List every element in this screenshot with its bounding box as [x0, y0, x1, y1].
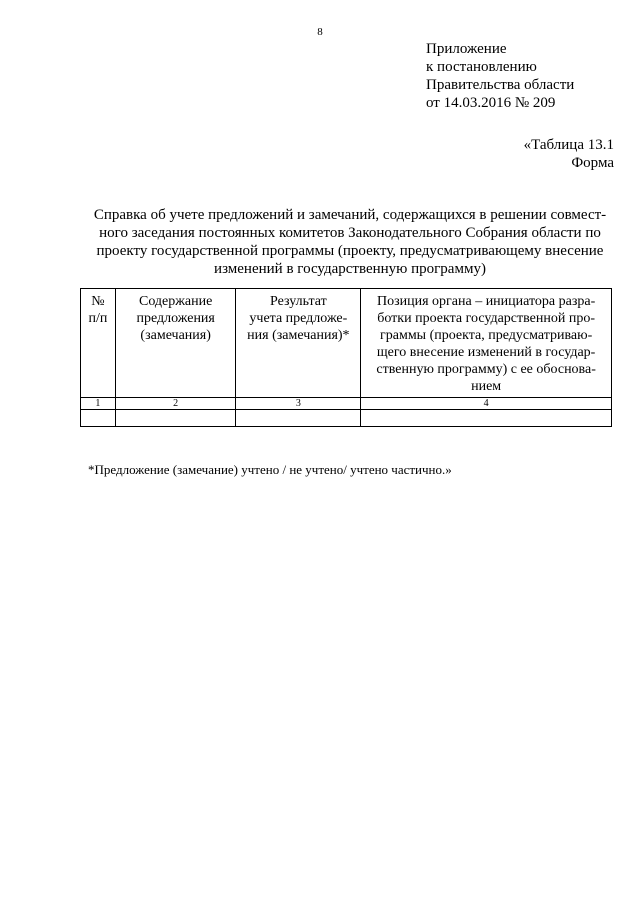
appendix-line: от 14.03.2016 № 209 — [426, 95, 556, 111]
footnote: *Предложение (замечание) учтено / не учтено/ учтено частично.» — [88, 462, 452, 477]
title-line: ного заседания постоянных комитетов Законодательного Собрания области по — [99, 225, 601, 241]
header-line: щего внесение изменений в государ- — [376, 345, 596, 360]
table-label: «Таблица 13.1 — [523, 137, 614, 153]
header-line: предложения — [136, 311, 215, 326]
header-line: ственную программу) с ее обоснова- — [376, 362, 596, 377]
title-line: Справка об учете предложений и замечаний, содержащихся в решении совмест- — [93, 207, 607, 223]
header-line: Содержание — [138, 294, 213, 309]
header-cell-content — [115, 289, 236, 398]
form-label: Форма — [571, 155, 614, 171]
table-reference — [524, 136, 614, 172]
column-number-cell: 3 — [236, 398, 361, 410]
column-number-row — [81, 398, 612, 410]
header-line: Результат — [270, 294, 327, 309]
empty-cell — [236, 410, 361, 427]
title-line: изменений в государственную программу) — [214, 261, 486, 277]
header-line: нием — [471, 379, 502, 394]
header-line: учета предложе- — [249, 311, 348, 326]
column-number-cell: 1 — [81, 398, 116, 410]
column-number-cell: 2 — [115, 398, 236, 410]
appendix-line: Приложение — [426, 41, 507, 57]
document-title — [80, 206, 620, 278]
header-line: п/п — [88, 311, 108, 326]
empty-cell — [81, 410, 116, 427]
empty-cell — [361, 410, 612, 427]
header-line: ния (замечания)* — [247, 328, 350, 343]
title-line: проекту государственной программы (проекту, предусматривающему внесение — [96, 243, 604, 259]
header-line: (замечания) — [140, 328, 211, 343]
column-number-cell: 4 — [361, 398, 612, 410]
empty-data-row — [81, 410, 612, 427]
form-table — [80, 288, 612, 427]
header-line: Позиция органа – инициатора разра- — [376, 294, 596, 309]
header-cell-number — [81, 289, 116, 398]
appendix-block — [426, 40, 574, 112]
header-line: ботки проекта государственной про- — [377, 311, 596, 326]
appendix-line: к постановлению — [426, 59, 537, 75]
header-cell-position — [361, 289, 612, 398]
header-line: № — [91, 294, 105, 309]
header-cell-result — [236, 289, 361, 398]
appendix-line: Правительства области — [426, 77, 575, 93]
page-number: 8 — [317, 26, 323, 38]
table-header-row — [81, 289, 612, 398]
empty-cell — [115, 410, 236, 427]
header-line: граммы (проекта, предусматриваю- — [380, 328, 593, 343]
